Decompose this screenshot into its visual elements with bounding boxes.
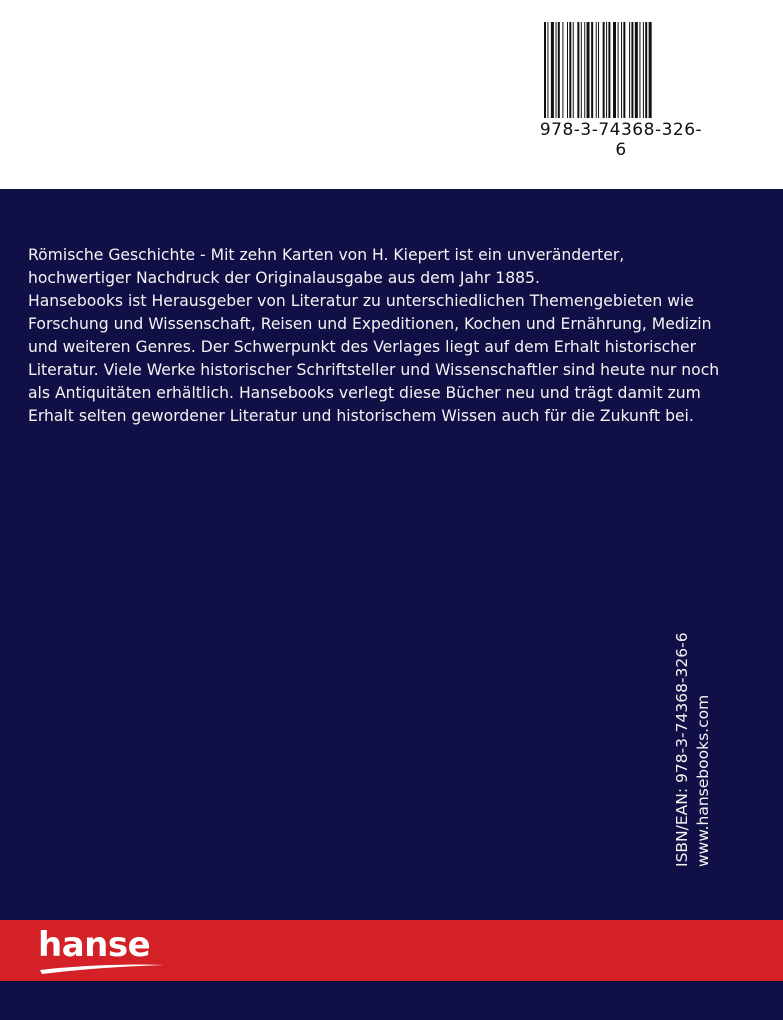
barcode-bar — [631, 22, 633, 118]
barcode-bar — [569, 22, 571, 118]
hanse-logo — [38, 925, 168, 975]
barcode-bar — [558, 22, 560, 118]
barcode-bar — [623, 22, 625, 118]
barcode-bar — [551, 22, 554, 118]
barcode-bar — [544, 22, 546, 118]
barcode — [536, 22, 706, 160]
barcode-bar — [567, 22, 568, 118]
barcode-bar — [556, 22, 557, 118]
barcode-bar — [608, 22, 610, 118]
barcode-bar — [598, 22, 599, 118]
barcode-bar — [621, 22, 622, 118]
barcode-bar — [618, 22, 619, 118]
barcode-bars — [544, 22, 699, 118]
publisher-band — [0, 920, 783, 981]
barcode-bar — [643, 22, 644, 118]
barcode-bar — [587, 22, 590, 118]
logo-text: hanse — [38, 925, 151, 965]
barcode-bar — [573, 22, 574, 118]
barcode-bar — [603, 22, 605, 118]
barcode-bar — [581, 22, 582, 118]
website-link[interactable]: www.hansebooks.com — [694, 694, 712, 867]
spine-info — [672, 622, 712, 867]
barcode-bar — [596, 22, 597, 118]
barcode-bar — [606, 22, 607, 118]
description-paragraph-2: Hansebooks ist Herausgeber von Literatur zu unterschiedlichen Themengebieten wie Forschung und Wissenschaft, Reisen und Expeditionen, Kochen und Ernährung, Medizin und weiteren Genres. Der Schwerpunkt des Verlages liegt auf dem Erhalt historischer Literatur. Viele Werke historischer Schriftsteller und Wissenschaftler sind heute nur noch als Antiquitäten erhältlich. Hansebooks verlegt diese Bücher neu und trägt damit zum Erhalt selten gewordener Literatur und historischem Wissen auch für die Zukunft bei. — [28, 292, 720, 425]
description-paragraph-1: Römische Geschichte - Mit zehn Karten von H. Kiepert ist ein unveränderter, hochwertiger Nachdruck der Originalausgabe aus dem Jahr 1885. — [28, 246, 625, 287]
barcode-bar — [613, 22, 616, 118]
barcode-bar — [645, 22, 647, 118]
back-cover-panel — [0, 189, 783, 920]
barcode-bar — [562, 22, 563, 118]
logo-swoosh-icon — [38, 961, 168, 975]
description-text — [28, 244, 728, 428]
bottom-navy-strip — [0, 981, 783, 1020]
barcode-bar — [547, 22, 548, 118]
top-white-area — [0, 0, 783, 189]
barcode-bar — [591, 22, 593, 118]
barcode-bar — [639, 22, 640, 118]
isbn-ean-line: ISBN/EAN: 978-3-74368-326-6 — [673, 632, 691, 867]
barcode-bar — [584, 22, 585, 118]
barcode-bar — [629, 22, 630, 118]
barcode-bar — [577, 22, 579, 118]
barcode-number: 978-3-74368-326-6 — [539, 120, 703, 160]
barcode-bar — [649, 22, 652, 118]
barcode-bar — [635, 22, 638, 118]
